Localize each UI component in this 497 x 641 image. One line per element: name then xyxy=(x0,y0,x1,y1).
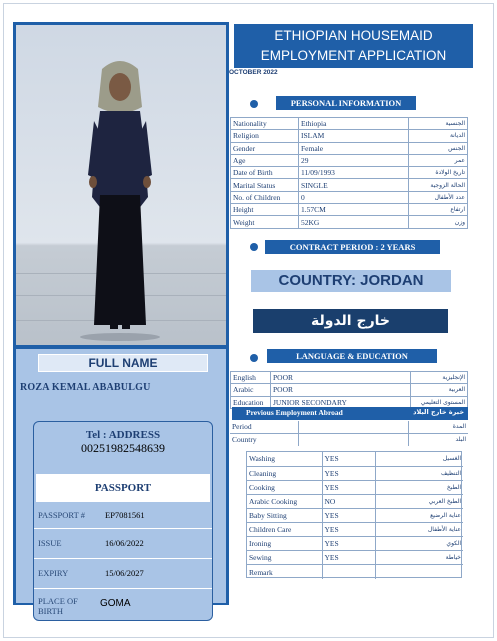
table-row xyxy=(230,433,468,445)
language-table xyxy=(230,371,468,409)
table-row xyxy=(231,154,468,166)
place-label-2: BIRTH xyxy=(38,606,63,616)
row-arabic: الجنس xyxy=(409,142,468,154)
language-heading: LANGUAGE & EDUCATION xyxy=(267,349,437,363)
skill-arabic: الطبخ العربي xyxy=(375,494,463,508)
title-line-1: ETHIOPIAN HOUSEMAID xyxy=(274,28,433,43)
personal-heading: PERSONAL INFORMATION xyxy=(276,96,416,110)
country-arabic: خارج الدولة xyxy=(253,309,448,333)
table-row xyxy=(231,118,468,130)
passport-number-label: PASSPORT # xyxy=(38,510,85,520)
application-date: OCTOBER 2022 xyxy=(229,69,278,76)
skill-arabic: خياطة xyxy=(375,551,463,565)
issue-value: 16/06/2022 xyxy=(105,538,144,548)
row-label: Date of Birth xyxy=(231,167,299,179)
contract-period: CONTRACT PERIOD : 2 YEARS xyxy=(265,240,440,254)
skill-value: YES xyxy=(322,551,375,565)
row-value: Ethiopia xyxy=(299,118,409,130)
row-arabic: ارتفاع xyxy=(409,204,468,216)
row-label: Arabic xyxy=(231,384,271,396)
skill-value: YES xyxy=(322,452,375,466)
title-line-2: EMPLOYMENT APPLICATION xyxy=(260,48,447,63)
row-value xyxy=(298,421,408,433)
page-title xyxy=(234,24,473,68)
row-label: No. of Children xyxy=(231,191,299,203)
table-row xyxy=(247,508,463,522)
table-row xyxy=(247,522,463,536)
row-label: Marital Status xyxy=(231,179,299,191)
row-value: 29 xyxy=(299,154,409,166)
candidate-panel xyxy=(13,22,229,616)
previous-employment-title: Previous Employment Abroad xyxy=(246,408,343,417)
row-label: Period xyxy=(230,421,298,433)
skill-value: NO xyxy=(322,494,375,508)
table-row xyxy=(231,384,468,396)
place-value: GOMA xyxy=(100,598,131,609)
bullet-icon xyxy=(250,354,258,362)
skill-label: Washing xyxy=(247,452,322,466)
row-label: Country xyxy=(230,433,298,445)
bullet-icon xyxy=(250,100,258,108)
table-row xyxy=(231,204,468,216)
row-label: Gender xyxy=(231,142,299,154)
table-row xyxy=(247,480,463,494)
passport-number-value: EP7081561 xyxy=(105,510,145,520)
skill-arabic xyxy=(375,565,463,579)
row-value: 0 xyxy=(299,191,409,203)
row-label: Weight xyxy=(231,216,299,228)
table-row xyxy=(231,130,468,142)
divider xyxy=(34,528,212,529)
place-label: PLACE OF xyxy=(38,596,78,606)
skill-value: YES xyxy=(322,537,375,551)
skill-arabic: الكوي xyxy=(375,537,463,551)
row-value: POOR xyxy=(271,384,411,396)
row-arabic: وزن xyxy=(409,216,468,228)
personal-table xyxy=(230,117,468,229)
skill-value: YES xyxy=(322,466,375,480)
table-row xyxy=(247,565,463,579)
table-row xyxy=(247,452,463,466)
skill-value: YES xyxy=(322,522,375,536)
row-arabic: البلد xyxy=(408,433,468,445)
row-value: 11/09/1993 xyxy=(299,167,409,179)
skill-arabic: الغسيل xyxy=(375,452,463,466)
bullet-icon xyxy=(250,243,258,251)
row-label: Religion xyxy=(231,130,299,142)
previous-table xyxy=(230,421,468,446)
passport-card xyxy=(33,421,213,621)
skill-arabic: التنظيف xyxy=(375,466,463,480)
row-label: Nationality xyxy=(231,118,299,130)
row-arabic: عدد الأطفال xyxy=(409,191,468,203)
row-arabic: تاريخ الولادة xyxy=(409,167,468,179)
row-value: ISLAM xyxy=(299,130,409,142)
skill-label: Ironing xyxy=(247,537,322,551)
expiry-label: EXPIRY xyxy=(38,568,69,578)
skill-arabic: عناية الرضيع xyxy=(375,508,463,522)
table-row xyxy=(231,142,468,154)
row-arabic: عمر xyxy=(409,154,468,166)
skill-label: Children Care xyxy=(247,522,322,536)
divider xyxy=(34,558,212,559)
skill-label: Cooking xyxy=(247,480,322,494)
skill-arabic: الطبخ xyxy=(375,480,463,494)
table-row xyxy=(231,372,468,384)
expiry-value: 15/06/2027 xyxy=(105,568,144,578)
fullname-value: ROZA KEMAL ABABULGU xyxy=(20,382,151,393)
table-row xyxy=(230,421,468,433)
skill-value: YES xyxy=(322,480,375,494)
row-arabic: المستوى التعليمي xyxy=(411,396,468,408)
row-arabic: الديانة xyxy=(409,130,468,142)
table-row xyxy=(231,191,468,203)
table-row xyxy=(247,551,463,565)
skill-label: Sewing xyxy=(247,551,322,565)
row-value: POOR xyxy=(271,372,411,384)
tel-label: Tel : ADDRESS xyxy=(85,429,161,441)
divider xyxy=(34,588,212,589)
row-arabic: العربية xyxy=(411,384,468,396)
table-row xyxy=(231,179,468,191)
row-value xyxy=(298,433,408,445)
row-arabic: الحالة الزوجية xyxy=(409,179,468,191)
skill-value: YES xyxy=(322,508,375,522)
skills-table xyxy=(246,451,462,578)
row-value: SINGLE xyxy=(299,179,409,191)
tel-value: 00251982548639 xyxy=(81,441,165,455)
skill-label: Arabic Cooking xyxy=(247,494,322,508)
candidate-info xyxy=(16,349,226,616)
row-label: Height xyxy=(231,204,299,216)
row-value: 1.57CM xyxy=(299,204,409,216)
fullname-label: FULL NAME xyxy=(38,354,208,372)
candidate-photo xyxy=(16,25,226,345)
previous-employment-arabic: خبرة خارج البلاد xyxy=(413,408,464,416)
row-value: JUNIOR SECONDARY xyxy=(271,396,411,408)
skill-value xyxy=(322,565,375,579)
row-value: Female xyxy=(299,142,409,154)
skill-label: Cleaning xyxy=(247,466,322,480)
table-row xyxy=(231,216,468,228)
row-label: English xyxy=(231,372,271,384)
row-value: 52KG xyxy=(299,216,409,228)
table-row xyxy=(247,494,463,508)
skill-label: Baby Sitting xyxy=(247,508,322,522)
skill-arabic: عناية الأطفال xyxy=(375,522,463,536)
table-row xyxy=(231,167,468,179)
row-label: Age xyxy=(231,154,299,166)
previous-employment-heading xyxy=(232,407,468,420)
row-arabic: الإنجليزية xyxy=(411,372,468,384)
row-arabic: المدة xyxy=(408,421,468,433)
table-row xyxy=(247,466,463,480)
country-label: COUNTRY: JORDAN xyxy=(251,270,451,292)
row-label: Education xyxy=(231,396,271,408)
issue-label: ISSUE xyxy=(38,538,62,548)
skill-label: Remark xyxy=(247,565,322,579)
person-figure-icon xyxy=(16,25,226,345)
row-arabic: الجنسية xyxy=(409,118,468,130)
passport-heading: PASSPORT xyxy=(36,474,210,502)
table-row xyxy=(247,537,463,551)
